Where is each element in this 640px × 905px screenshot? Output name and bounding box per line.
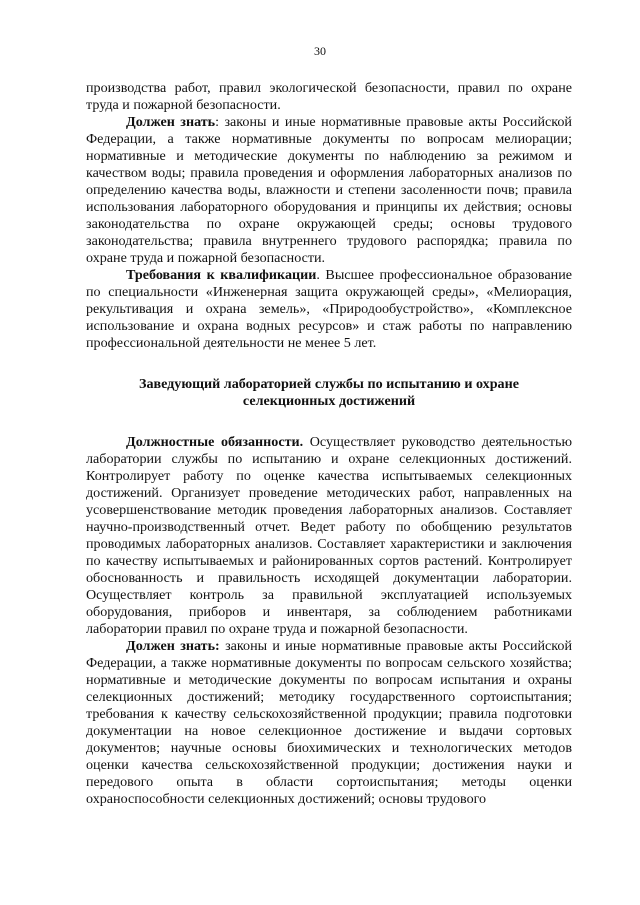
paragraph-continuation bbox=[86, 80, 572, 114]
paragraph-text: : законы и иные нормативные правовые акты Российской Федерации, а также нормативные документы по вопросам мелиорации; нормативные и методические документы по наблюдению за режимом и качеством воды; правила проведения и оформления лабораторных анализов по определению качества воды, влажности и степени засоленности почв; правила использования лабораторного оборудования и принципы их действия; основы законодательства по охране окружающей среды; основы трудового законодательства; правила внутреннего трудового распорядка; правила по охране труда и пожарной безопасности. bbox=[86, 114, 572, 266]
paragraph-text: законы и иные нормативные правовые акты Российской Федерации, а также нормативные документы по вопросам сельского хозяйства; нормативные и методические документы по вопросам испытания и охраны селекционных достижений; методику государственного сортоиспытания; требования к качеству сельскохозяйственной продукции; правила подготовки документации на новое селекционное достижение и выдачи сортовых документов; научные основы биохимических и технологических методов оценки качества сельскохозяйственной продукции; достижения науки и передового опыта в области сортоиспытания; методы оценки охраноспособности селекционных достижений; основы трудового bbox=[86, 638, 573, 807]
section-heading bbox=[86, 376, 572, 410]
paragraph-text: . Высшее профессиональное образование по специальности «Инженерная защита окружающей среды», «Мелиорация, рекультивация и охрана земель», «Природообустройство», «Комплексное использование и охрана водных ресурсов» и стаж работы по направлению профессиональной деятельности не менее 5 лет. bbox=[86, 267, 572, 351]
paragraph-text: Осуществляет руководство деятельностью лаборатории службы по испытанию и охране селекционных достижений. Контролирует работу по оценке качества испытываемых селекционных достижений. Организует проведение методических работ, направленных на усовершенствование методик проведения лабораторных анализов. Составляет научно-производственный отчет. Ведет работу по обобщению результатов проводимых лабораторных анализов. Составляет характеристики и заключения по качеству испытываемых и районированных сортов растений. Контролирует обоснованность и правильность исходящей документации лаборатории. Осуществляет контроль за правильной эксплуатацией используемых оборудования, приборов и инвентаря, за соблюдением работниками лаборатории правил по охране труда и пожарной безопасности. bbox=[86, 434, 572, 637]
paragraph-lead: Должен знать: bbox=[126, 638, 220, 654]
paragraph-lead: Требования к квалификации bbox=[126, 267, 317, 283]
page-number: 30 bbox=[314, 44, 326, 58]
paragraph-must-know-1 bbox=[86, 114, 572, 267]
paragraph-text: производства работ, правил экологической безопасности, правил по охране труда и пожарной безопасности. bbox=[86, 80, 572, 113]
document-body bbox=[86, 80, 572, 808]
section-heading-line-2: селекционных достижений bbox=[242, 393, 416, 409]
paragraph-lead: Должен знать bbox=[126, 114, 216, 130]
section-heading-line-1: Заведующий лабораторией службы по испытанию и охране bbox=[139, 376, 519, 392]
paragraph-lead: Должностные обязанности. bbox=[126, 434, 304, 450]
paragraph-must-know-2 bbox=[86, 638, 572, 808]
paragraph-qualification-requirements bbox=[86, 267, 572, 352]
paragraph-job-duties bbox=[86, 434, 572, 638]
